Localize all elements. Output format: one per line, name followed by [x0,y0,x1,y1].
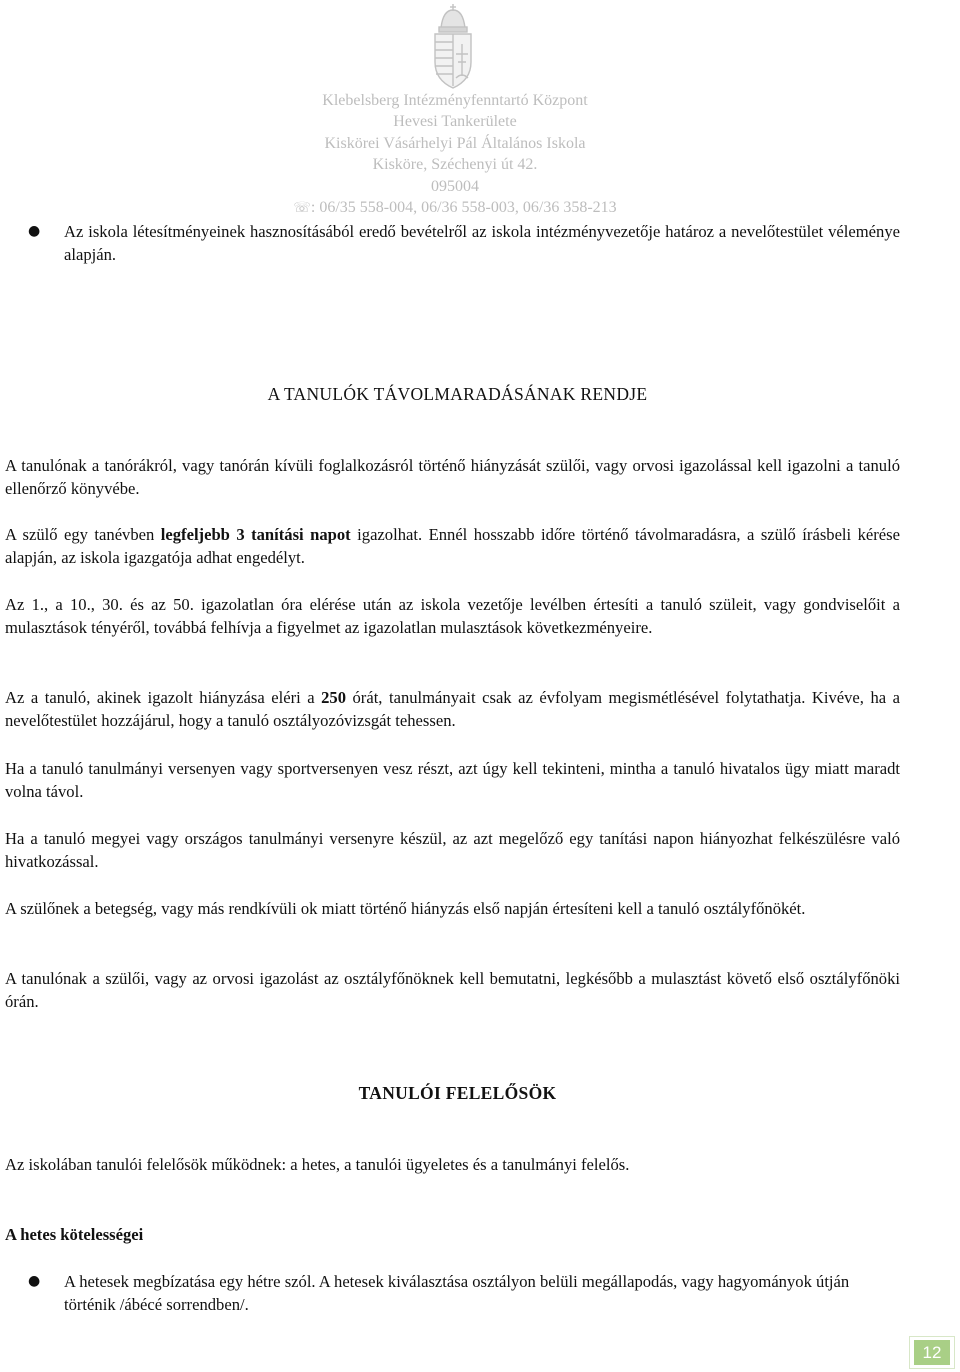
paragraph-text: Az iskolában tanulói felelősök működnek: a hetes, a tanulói ügyeletes és a tanulmányi felelős. [5,1155,630,1174]
list-item [28,1270,900,1316]
bold-text: 250 [321,688,346,707]
paragraph-text: A tanulónak a szülői, vagy az orvosi igazolást az osztályfőnöknek kell bemutatni, legkésőbb a mulasztást követő első osztályfőnöki órán. [5,969,900,1011]
paragraph [5,967,900,1013]
section-heading-absence: A TANULÓK TÁVOLMARADÁSÁNAK RENDJE [267,384,648,404]
letterhead [230,90,680,219]
text-run: Az a tanuló, akinek igazolt hiányzása eléri a [5,688,322,707]
list-item [28,220,900,266]
paragraph [5,1153,900,1176]
paragraph [5,757,900,803]
section-heading-monitors: TANULÓI FELELŐSÖK [358,1083,557,1103]
text-run: igazolhat. Ennél hosszabb időre történő távolmaradásra, a szülő írásbeli kérése alapján, az iskola igazgatója adhat engedélyt. [5,525,900,567]
intro-bullet-list [28,220,900,266]
organization-name: Klebelsberg Intézményfenntartó Központ [322,92,588,109]
page-number-badge [909,1336,955,1369]
paragraph-text: A szülőnek a betegség, vagy más rendkívüli ok miatt történő hiányzás első napján értesíteni kell a tanuló osztályfőnökét. [5,899,806,918]
list-item-text: Az iskola létesítményeinek hasznosításából eredő bevételről az iskola intézményvezetője határoz a nevelőtestület véleménye alapján. [64,222,900,264]
paragraph [5,593,900,639]
paragraph-text: Az 1., a 10., 30. és az 50. igazolatlan óra elérése után az iskola vezetője levélben értesíti a tanuló szüleit, vagy gondviselőit a mulasztások tényéről, továbbá felhívja a figyelmet az igazolatlan mulasztások következményeire. [5,595,900,637]
duties-bullet-list [28,1270,900,1316]
paragraph-text [5,686,900,732]
paragraph [5,827,900,873]
district-name: Hevesi Tankerülete [393,113,517,131]
bold-text: legfeljebb 3 tanítási napot [160,525,351,544]
paragraph-text: Ha a tanuló tanulmányi versenyen vagy sportversenyen vesz részt, azt úgy kell tekinteni, mintha a tanuló hivatalos ügy miatt maradt volna távol. [5,759,900,801]
bullet-icon: ● [28,1273,41,1289]
school-address: Kisköre, Széchenyi út 42. [372,156,538,174]
subheading-text: A hetes kötelességei [5,1225,144,1244]
paragraph-text [5,523,900,569]
paragraph [5,897,900,920]
paragraph [5,523,900,569]
subheading-duties [5,1223,900,1246]
coat-of-arms-icon [427,4,479,90]
text-run: A szülő egy tanévben [5,525,161,544]
om-code: 095004 [431,177,479,195]
page-number: 12 [914,1340,950,1365]
paragraph-text: A tanulónak a tanórákról, vagy tanórán kívüli foglalkozásról történő hiányzását szülői, vagy orvosi igazolással kell igazolni a tanuló ellenőrző könyvébe. [5,456,900,498]
phone-icon: ☏ [293,200,311,217]
school-name: Kiskörei Vásárhelyi Pál Általános Iskola [324,134,586,152]
paragraph [5,686,900,732]
phone-numbers: : 06/35 558-004, 06/36 558-003, 06/36 358-213 [310,199,617,217]
phone-line [230,197,680,219]
bullet-icon: ● [28,223,41,239]
paragraph-text: Ha a tanuló megyei vagy országos tanulmányi versenyre készül, az azt megelőző egy tanítási napon hiányozhat felkészülésre való hivatkozással. [5,829,900,871]
paragraph [5,454,900,500]
list-item-text: A hetesek megbízatása egy hétre szól. A hetesek kiválasztása osztályon belüli megállapodás, vagy hagyományok útján történik /ábécé sorrendben/. [64,1272,850,1314]
text-run: órát, tanulmányait csak az évfolyam megismétlésével folytathatja. Kivéve, ha a nevelőtestület hozzájárul, hogy a tanuló osztályozóvizsgát tehessen. [5,688,900,730]
